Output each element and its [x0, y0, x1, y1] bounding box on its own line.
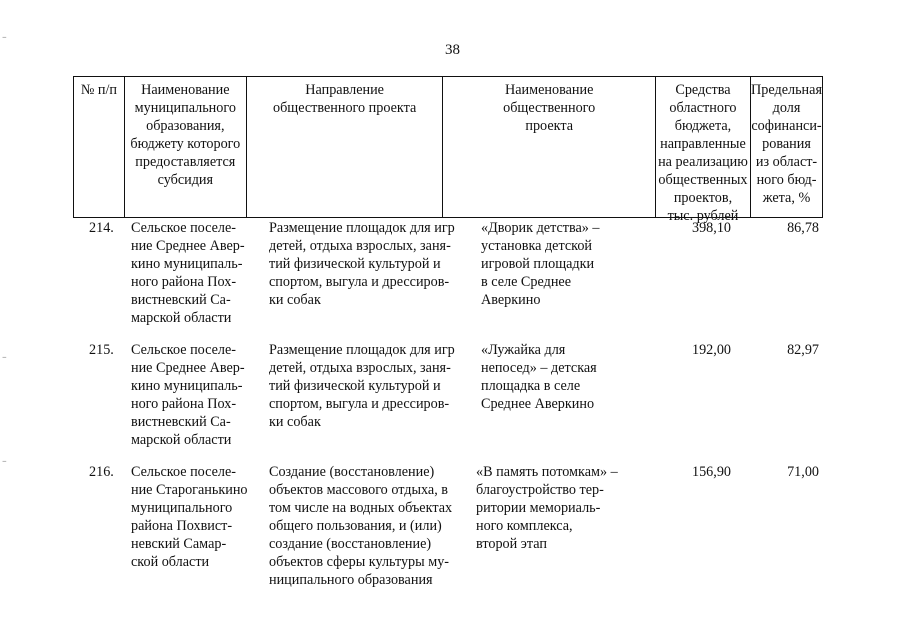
project-name: «Дворик детства» – установка детской игровой площадки в селе Среднее Аверкино	[481, 220, 600, 308]
cofinancing-share: 71,00	[787, 464, 819, 480]
municipality: Сельское поселе- ние Среднее Авер- кино муниципаль- ного района Пох- вистневский Са- марской области	[131, 220, 245, 326]
project-direction: Размещение площадок для игр детей, отдыха взрослых, заня- тий физической культурой и спортом, выгула и дрессиров- ки собак	[269, 342, 455, 430]
project-direction: Создание (восстановление) объектов массового отдыха, в том числе на водных объектах общего пользования, и (или) создание (восстановление) объектов сферы культуры му- ниципального образования	[269, 464, 453, 588]
row-number: 215.	[89, 342, 114, 358]
scan-mark: -	[2, 349, 7, 365]
header-number: № п/п	[74, 77, 125, 217]
scan-mark: -	[2, 29, 7, 45]
header-share: Предельная доля софинанси- рования из област- ного бюд- жета, %	[751, 82, 822, 206]
project-name: «Лужайка для непосед» – детская площадка в селе Среднее Аверкино	[481, 342, 597, 412]
funds-amount: 156,90	[691, 464, 731, 480]
table-header	[73, 76, 823, 224]
header-project-name: Наименование общественного проекта	[443, 77, 655, 217]
row-number: 216.	[89, 464, 114, 480]
header-direction: Направление общественного проекта	[247, 77, 444, 217]
municipality: Сельское поселе- ние Среднее Авер- кино муниципаль- ного района Пох- вистневский Са- марской области	[131, 342, 245, 448]
project-name: «В память потомкам» – благоустройство тер- ритории мемориаль- ного комплекса, второй этап	[476, 464, 618, 552]
funds-amount: 398,10	[691, 220, 731, 236]
municipality: Сельское поселе- ние Староганькино муниципального района Похвист- невский Самар- ской области	[131, 464, 248, 570]
row-number: 214.	[89, 220, 114, 236]
funds-amount: 192,00	[691, 342, 731, 358]
page-number: 38	[445, 42, 460, 58]
cofinancing-share: 82,97	[787, 342, 819, 358]
header-funds: Средства областного бюджета, направленные на реализацию общественных проектов, тыс. рублей	[656, 77, 751, 217]
cofinancing-share: 86,78	[787, 220, 819, 236]
project-direction: Размещение площадок для игр детей, отдыха взрослых, заня- тий физической культурой и спортом, выгула и дрессиров- ки собак	[269, 220, 455, 308]
scan-mark: -	[2, 453, 7, 469]
header-municipality: Наименование муниципального образования, бюджету которого предоставляется субсидия	[125, 77, 247, 217]
